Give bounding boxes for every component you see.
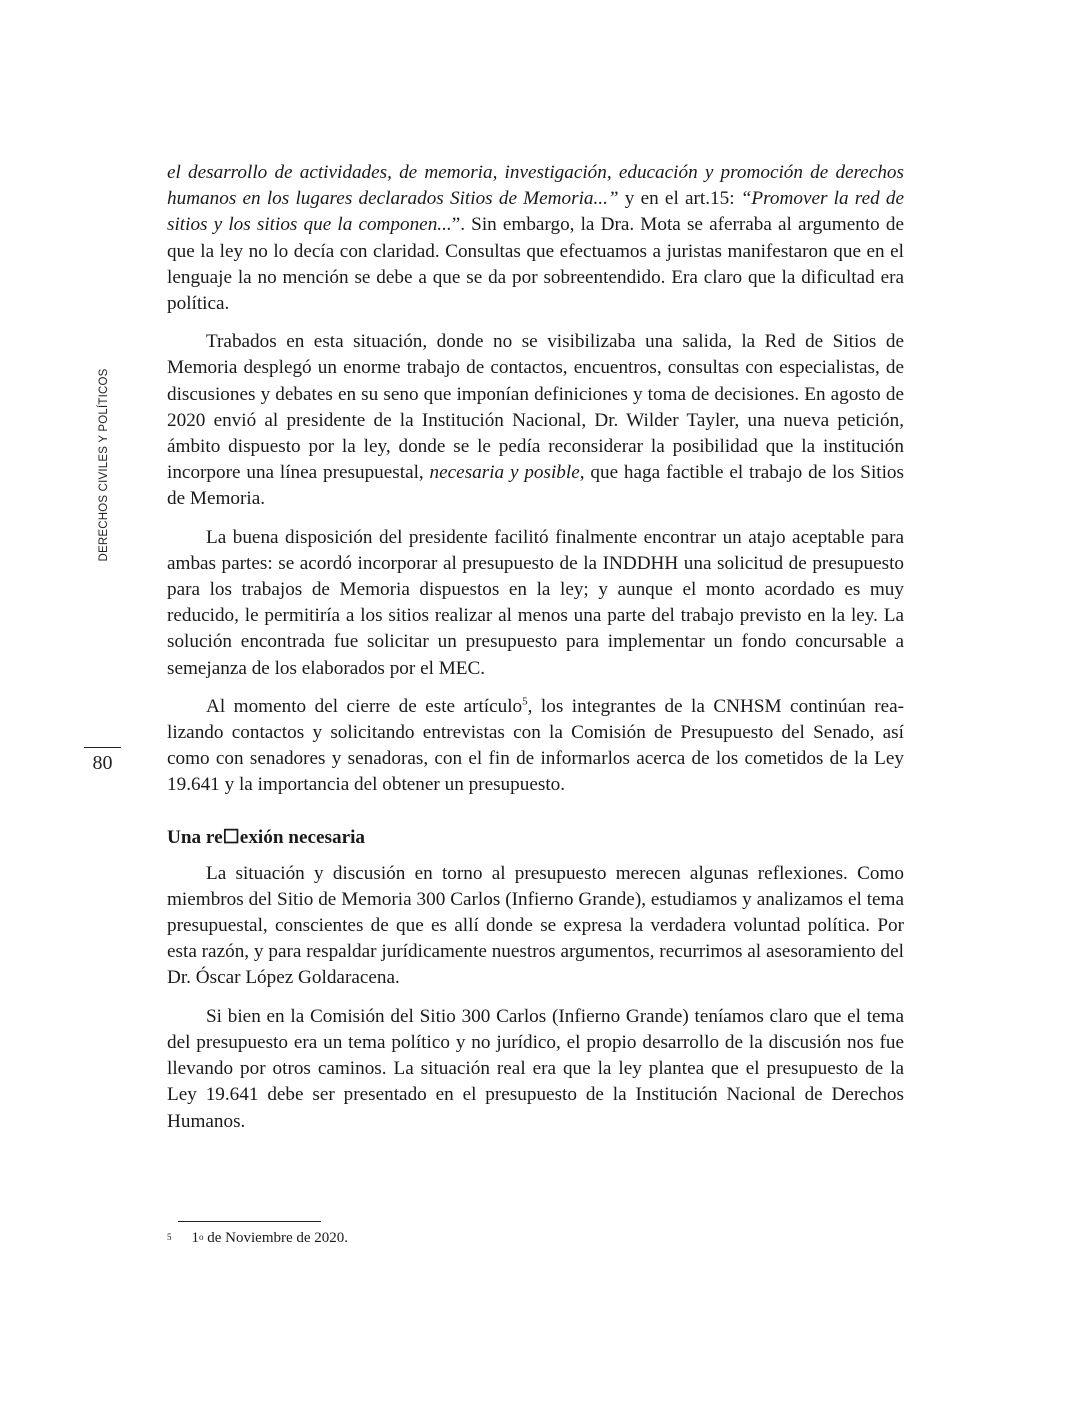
paragraph-2 — [167, 329, 904, 512]
paragraph-5: La situación y discusión en torno al presupuesto merecen algunas reflexiones. Como miembros del Sitio de Memoria 300 Carlos (Infierno Grande), estudiamos y analizamos el tema presupuestal, conscientes de que es allí donde se expresa la verdadera voluntad política. Por esta razón, y para respaldar jurídicamente nuestros argumentos, recurrimos al asesoramiento del Dr. Óscar López Goldaracena. — [167, 862, 904, 989]
italic-quote-1: el desarrollo de actividades, de memoria, investigación, educación y promoción de derechos humanos en los lugares declarados Sitios de Memoria...” — [167, 162, 904, 210]
paragraph-1-text-2: ”. Sin embargo, la Dra. Mota se aferraba al argumento de que la ley no lo decía con claridad. Consultas que efectuamos a juristas manifestaron que en el lenguaje la no mención se debe a que se da por sobreentendido. Era claro que la dificultad era política. — [167, 214, 904, 315]
paragraph-3: La buena disposición del presidente facilitó finalmente encontrar un atajo aceptable para ambas partes: se acordó incorporar al presupuesto de la INDDHH una solicitud de presupuesto para los trabajos de Memoria dispuestos en la ley; y aunque el monto acordado es muy reducido, le permitiría a los sitios realizar al menos una parte del trabajo previsto en la ley. La solución encontrada fue solicitar un presupuesto para implementar un fondo concursable a semejanza de los elaborados por el MEC. — [167, 526, 904, 679]
italic-phrase: necesaria y posible — [429, 462, 580, 484]
paragraph-6: Si bien en la Comisión del Sitio 300 Carlos (Infierno Grande) teníamos claro que el tema del presupuesto era un tema político y no jurídico, el propio desarrollo de la discusión nos fue llevando por otros caminos. La situación real era que la ley plantea que el presupuesto de la Ley 19.641 debe ser presentado en el presupuesto de la Institución Nacional de Derechos Humanos. — [167, 1005, 904, 1132]
running-head: DERECHOS CIVILES Y POLÍTICOS — [98, 368, 110, 562]
paragraph-2-text-2: , que haga factible el trabajo de los Sitios de Memoria. — [167, 462, 904, 510]
paragraph-2-text-1: Trabados en esta situación, donde no se visibilizaba una salida, la Red de Sitios de Memoria desplegó un enorme trabajo de contactos, encuentros, consultas con especialistas, de discusiones y debates en su seno que imponían definiciones y toma de decisiones. En agosto de 2020 envió al presidente de la Institución Nacional, Dr. Wilder Tayler, una nueva petición, ámbito dispuesto por la ley, donde se le pedía reconsiderar la posibilidad que la institución incorpore una línea presupuestal, — [167, 331, 904, 484]
paragraph-4-text-1: Al momento del cierre de este artículo — [206, 695, 523, 717]
footnote-rule — [178, 1221, 321, 1222]
footnote — [167, 1228, 348, 1248]
paragraph-4-text-2: , los integrantes de la CNHSM continúan realizando contactos y solicitando entrevistas con la Comisión de Presupuesto del Senado, así como con senadores y senadoras, con el fin de informarlos acerca de los cometidos de la Ley 19.641 y la importancia del obtener un presupuesto. — [167, 695, 905, 796]
page-number-rule — [84, 747, 121, 748]
body-text — [167, 160, 904, 1147]
paragraph-1 — [167, 160, 904, 317]
paragraph-1-text-1: y en el art.15: — [618, 188, 741, 210]
page-number: 80 — [92, 752, 113, 774]
footnote-ordinal: o — [199, 1232, 204, 1242]
footnote-reference[interactable]: 5 — [522, 695, 528, 708]
footnote-text-2: de Noviembre de 2020. — [203, 1230, 349, 1246]
section-heading: Una re☐exión necesaria — [167, 826, 366, 848]
italic-quote-2: “Promover la red de sitios y los sitios que la componen... — [167, 188, 904, 236]
paragraph-4 — [167, 694, 904, 799]
footnote-mark: 5 — [167, 1232, 172, 1242]
footnote-text-1: 1 — [191, 1230, 199, 1246]
